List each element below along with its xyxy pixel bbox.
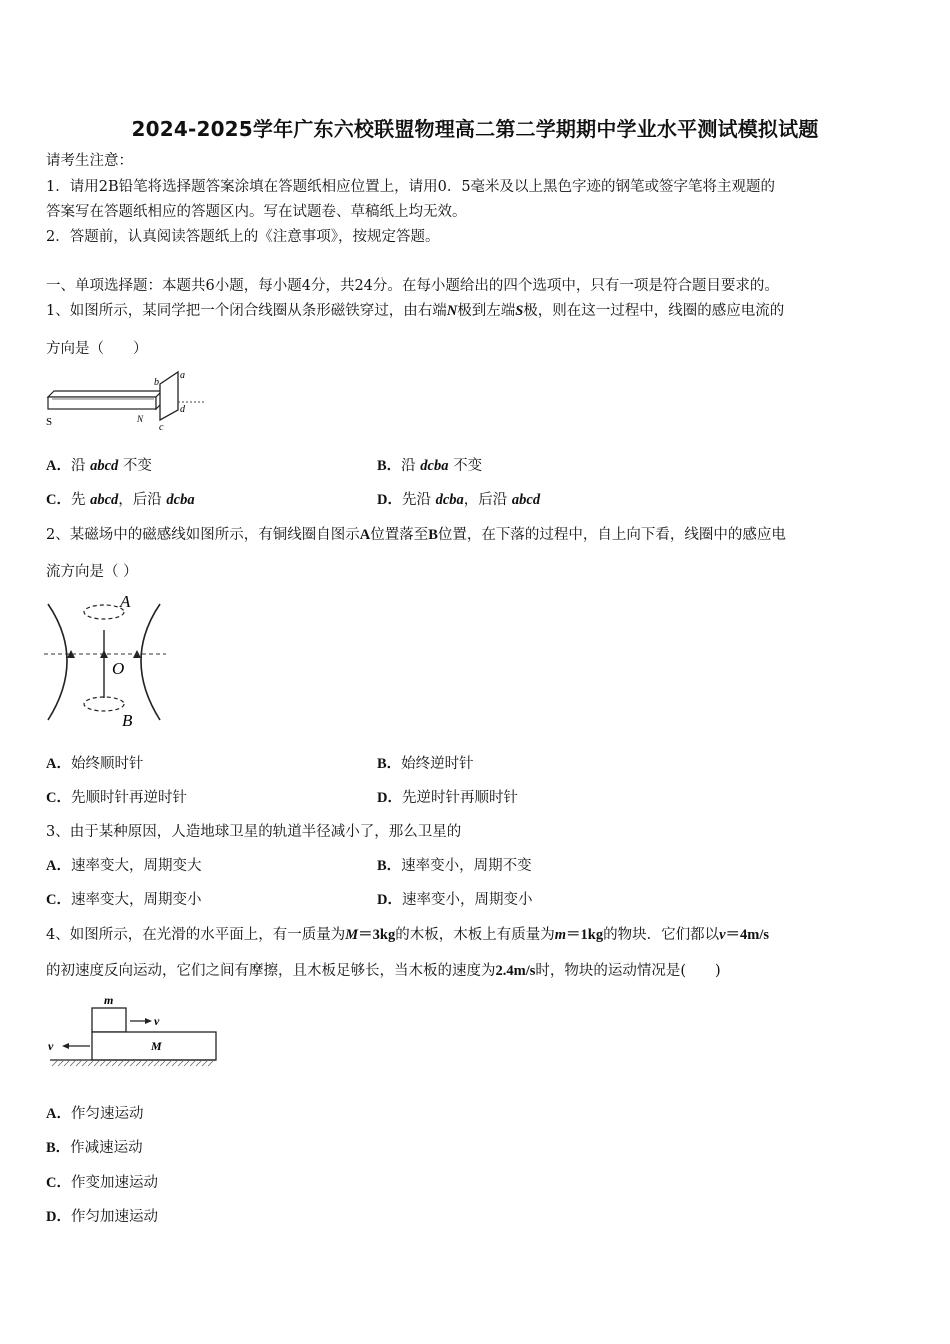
section-heading: 一、单项选择题：本题共6小题，每小题4分，共24分。在每小题给出的四个选项中，只有一项是符合题目要求的。 [46,278,779,294]
coil-b-label: b [154,377,159,388]
block-board-figure [44,992,220,1072]
magnet-n-label: N [137,414,144,424]
magnet-s-label: S [46,416,53,428]
q3-option-d[interactable]: D．速率变小，周期变小 [377,892,533,908]
question-4-stem: 4、如图所示，在光滑的水平面上，有一质量为M＝3kg的木板，木板上有质量为m＝1kg的物块．它们都以v＝4m/s [46,927,770,943]
q3-option-b[interactable]: B．速率变小，周期不变 [377,858,532,874]
board-m-label: M [151,1039,162,1053]
q4-option-b[interactable]: B．作减速运动 [46,1140,143,1156]
q4-option-d[interactable]: D．作匀加速运动 [46,1209,158,1225]
question-3-stem: 3、由于某种原因，人造地球卫星的轨道半径减小了，那么卫星的 [46,824,462,840]
q3-option-c[interactable]: C．速率变大，周期变小 [46,892,202,908]
question-4-stem-line2: 的初速度反向运动，它们之间有摩擦，且木板足够长，当木板的速度为2.4m/s时，物块的运动情况是( ) [46,963,721,979]
position-a-label: A [120,594,131,611]
notice-line-3: 2．答题前，认真阅读答题纸上的《注意事项》，按规定答题。 [46,229,440,245]
question-1-stem-line2: 方向是（ ） [46,341,148,357]
page-title: 2024-2025学年广东六校联盟物理高二第二学期期中学业水平测试模拟试题 [131,117,819,141]
notice-line-2: 答案写在答题纸相应的答题区内。写在试题卷、草稿纸上均无效。 [46,204,467,220]
q1-option-c[interactable]: C．先 abcd，后沿 dcba [46,492,195,508]
q2-option-c[interactable]: C．先顺时针再逆时针 [46,790,187,806]
position-b-label: B [122,711,133,730]
coil-d-label: d [180,404,185,415]
q2-option-d[interactable]: D．先逆时针再顺时针 [377,790,518,806]
question-2-stem-line2: 流方向是（ ） [46,564,138,580]
q4-option-c[interactable]: C．作变加速运动 [46,1175,158,1191]
notice-line-1: 1．请用2B铅笔将选择题答案涂填在答题纸相应位置上，请用0．5毫米及以上黑色字迹的钢笔或签字笔将主观题的 [46,179,776,195]
field-lines-figure [42,594,168,730]
q1-option-b[interactable]: B．沿 dcba 不变 [377,458,483,474]
magnet-coil-figure [44,366,214,436]
center-o-label: O [112,659,125,678]
notice-heading: 请考生注意： [46,153,133,169]
coil-c-label: c [159,422,164,433]
q1-option-a[interactable]: A．沿 abcd 不变 [46,458,152,474]
board-v-label: v [48,1039,54,1053]
question-2-stem: 2、某磁场中的磁感线如图所示，有铜线圈自图示A位置落至B位置，在下落的过程中，自上向下看，线圈中的感应电 [46,527,786,543]
coil-a-label: a [180,370,185,381]
q3-option-a[interactable]: A．速率变大，周期变大 [46,858,202,874]
block-v-label: v [154,1014,160,1028]
block-m-label: m [104,993,114,1007]
q1-option-d[interactable]: D．先沿 dcba，后沿 abcd [377,492,541,508]
q2-option-b[interactable]: B．始终逆时针 [377,756,474,772]
q4-option-a[interactable]: A．作匀速运动 [46,1106,144,1122]
q2-option-a[interactable]: A．始终顺时针 [46,756,144,772]
question-1-stem: 1、如图所示，某同学把一个闭合线圈从条形磁铁穿过，由右端N极到左端S极，则在这一过程中，线圈的感应电流的 [46,303,785,319]
